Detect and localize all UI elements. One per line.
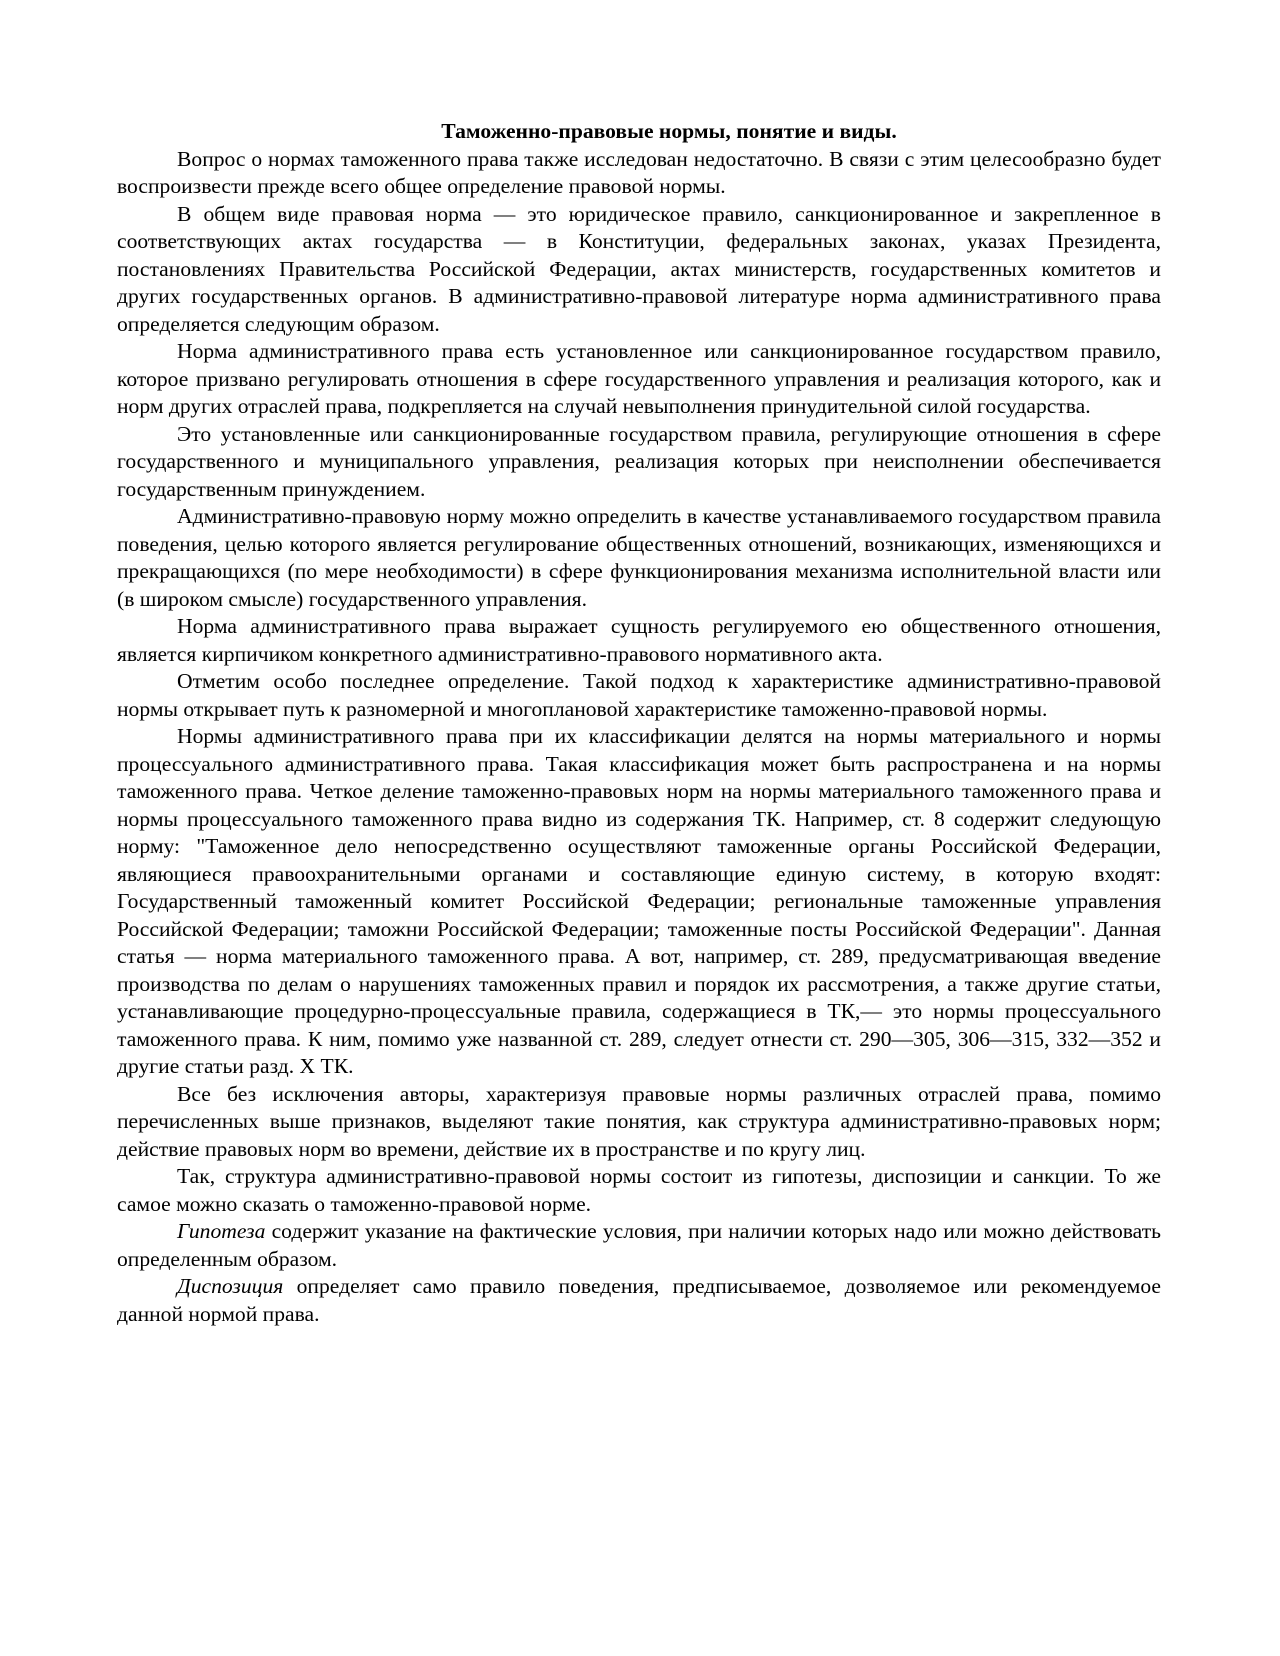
paragraph-text: Отметим особо последнее определение. Такой подход к характеристике административно-правовой нормы открывает путь к разномерной и многоплановой характеристике таможенно-правовой нормы. [117,669,1161,721]
paragraph [117,503,1161,613]
paragraph-text: В общем виде правовая норма — это юридическое правило, санкционированное и закрепленное в соответствующих актах государства — в Конституции, федеральных законах, указах Президента, постановлениях Правительства Российской Федерации, актах министерств, государственных комитетов и других государственных органов. В административно-правовой литературе норма административного права определяется следующим образом. [117,201,1161,336]
paragraph-text: Административно-правовую норму можно определить в качестве устанавливаемого государством правила поведения, целью которого является регулирование общественных отношений, возникающих, изменяющихся и прекращающихся (по мере необходимости) в сфере функционирования механизма исполнительной власти или (в широком смысле) государственного управления. [117,504,1161,611]
paragraph [117,1163,1161,1218]
document-title: Таможенно-правовые нормы, понятие и виды. [441,119,897,143]
paragraph [117,668,1161,723]
paragraph [117,146,1161,201]
term-disposition: Диспозиция [177,1274,284,1298]
paragraph-text: Все без исключения авторы, характеризуя правовые нормы различных отраслей права, помимо перечисленных выше признаков, выделяют такие понятия, как структура административно-правовых норм; действие правовых норм во времени, действие их в пространстве и по кругу лиц. [117,1081,1161,1161]
paragraph-text: Норма административного права выражает сущность регулируемого ею общественного отношения, является кирпичиком конкретного административно-правового нормативного акта. [117,614,1161,666]
paragraph-text: Нормы административного права при их классификации делятся на нормы материального и нормы процессуального административного права. Такая классификация может быть распространена и на нормы таможенного права. Четкое деление таможенно-правовых норм на нормы материального таможенного права и нормы процессуального таможенного права видно из содержания ТК. Например, ст. 8 содержит следующую норму: "Таможенное дело непосредственно осуществляют таможенные органы Российской Федерации, являющиеся правоохранительными органами и составляющие единую систему, в которую входят: Государственный таможенный комитет Российской Федерации; региональные таможенные управления Российской Федерации; таможни Российской Федерации; таможенные посты Российской Федерации". Данная статья — норма материального таможенного права. А вот, например, ст. 289, предусматривающая введение производства по делам о нарушениях таможенных правил и порядок их рассмотрения, а также другие статьи, устанавливающие процедурно-процессуальные правила, содержащиеся в ТК,— это нормы процессуального таможенного права. К ним, помимо уже названной ст. 289, следует отнести ст. 290—305, 306—315, 332—352 и другие статьи разд. X ТК. [117,724,1161,1078]
paragraph [117,1081,1161,1164]
term-hypothesis: Гипотеза [177,1219,266,1243]
paragraph-text: Так, структура административно-правовой нормы состоит из гипотезы, диспозиции и санкции. То же самое можно сказать о таможенно-правовой норме. [117,1164,1161,1216]
paragraph [117,723,1161,1081]
paragraph-hypothesis [117,1218,1161,1273]
paragraph [117,421,1161,504]
paragraph [117,338,1161,421]
paragraph-text: Норма административного права есть установленное или санкционированное государством правило, которое призвано регулировать отношения в сфере государственного управления и реализация которого, как и норм других отраслей права, подкрепляется на случай невыполнения принудительной силой государства. [117,339,1161,418]
document-page [117,118,1161,1328]
paragraph [117,201,1161,339]
paragraph-disposition [117,1273,1161,1328]
paragraph-text: определяет само правило поведения, предписываемое, дозволяемое или рекомендуемое данной нормой права. [117,1274,1161,1326]
paragraph-text: Это установленные или санкционированные государством правила, регулирующие отношения в сфере государственного и муниципального управления, реализация которых при неисполнении обеспечивается государственным принуждением. [117,421,1161,501]
paragraph-text: Вопрос о нормах таможенного права также исследован недостаточно. В связи с этим целесообразно будет воспроизвести прежде всего общее определение правовой нормы. [117,146,1161,198]
paragraph-text: содержит указание на фактические условия, при наличии которых надо или можно действовать определенным образом. [117,1219,1161,1271]
paragraph [117,613,1161,668]
